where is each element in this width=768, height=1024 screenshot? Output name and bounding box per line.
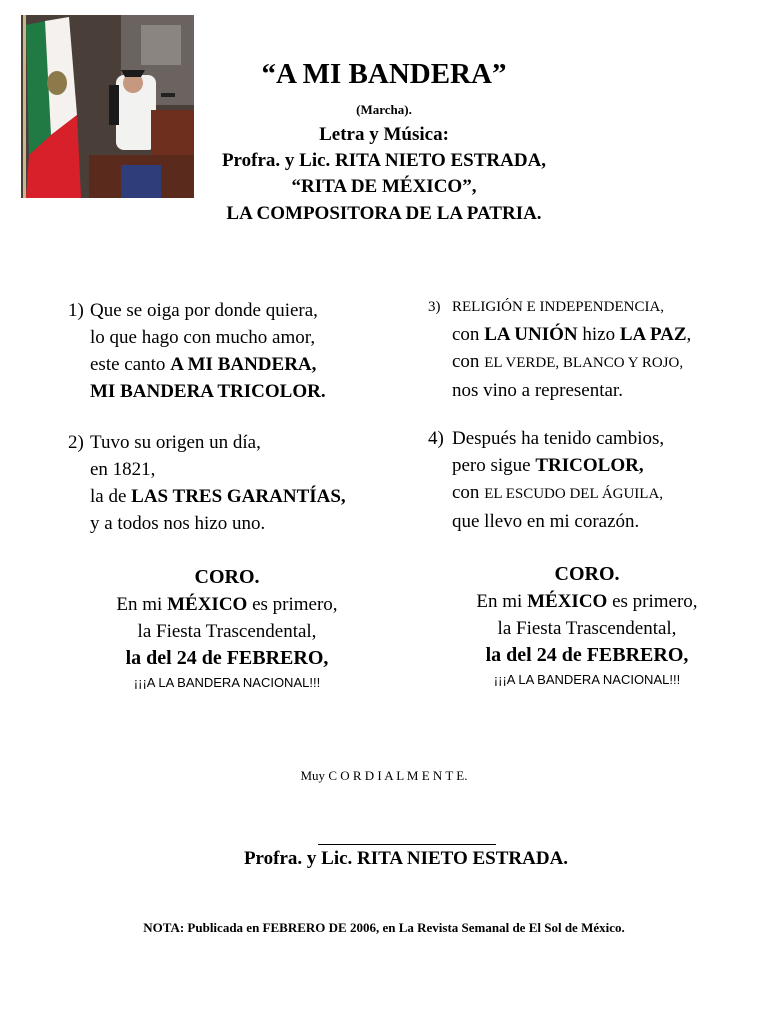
verse-emphasis: EL ESCUDO DEL ÁGUILA,: [484, 486, 664, 502]
verse-emphasis: LAS TRES GARANTÍAS,: [131, 486, 346, 507]
chorus-line: es primero,: [607, 591, 698, 612]
chorus-heading: CORO.: [194, 566, 260, 588]
verse-emphasis: EL VERDE, BLANCO Y ROJO,: [484, 355, 684, 371]
verse-4: [428, 425, 664, 535]
song-subtitle: (Marcha).: [356, 102, 412, 117]
verse-1: [68, 297, 326, 405]
chorus-line: ¡¡¡A LA BANDERA NACIONAL!!!: [133, 675, 321, 690]
verse-number: 3): [428, 299, 441, 315]
verse-emphasis: LA PAZ: [619, 324, 687, 345]
verse-line: ,: [686, 324, 692, 345]
verse-2: [68, 429, 346, 537]
verse-line: MI BANDERA TRICOLOR.: [90, 381, 326, 402]
verse-line: nos vino a representar.: [452, 380, 623, 401]
verse-line: pero sigue: [452, 455, 536, 476]
verse-line: lo que hago con mucho amor,: [90, 327, 316, 348]
verse-line: con: [452, 351, 485, 372]
verse-3: [428, 292, 691, 404]
verse-line: que llevo en mi corazón.: [452, 511, 640, 532]
credit-line-1: Letra y Música:: [319, 124, 449, 145]
song-title: “A MI BANDERA”: [261, 58, 507, 90]
chorus-emphasis: MÉXICO: [167, 594, 248, 615]
chorus-line: la del 24 de FEBRERO,: [485, 644, 689, 666]
credit-line-4: LA COMPOSITORA DE LA PATRIA.: [226, 203, 542, 224]
publication-note: NOTA: Publicada en FEBRERO DE 2006, en La Revista Semanal de El Sol de México.: [143, 920, 625, 935]
closing-line: [150, 768, 618, 784]
chorus-heading: CORO.: [554, 563, 620, 585]
verse-line: este canto: [90, 354, 171, 375]
verse-line: hizo: [577, 324, 620, 345]
verse-number: 2): [68, 432, 84, 453]
verse-line: con: [452, 324, 485, 345]
closing-cordialmente: C O R D I A L M E N T E.: [328, 768, 468, 783]
chorus-line: la del 24 de FEBRERO,: [125, 647, 329, 669]
verse-line: y a todos nos hizo uno.: [90, 513, 266, 534]
verse-number: 1): [68, 300, 84, 321]
verse-line: Que se oiga por donde quiera,: [90, 300, 318, 321]
chorus-line: En mi: [476, 591, 528, 612]
verse-line: RELIGIÓN E INDEPENDENCIA,: [452, 299, 665, 315]
signature-line: [318, 844, 496, 845]
verse-emphasis: LA UNIÓN: [484, 324, 578, 345]
signature-name: Profra. y Lic. RITA NIETO ESTRADA.: [243, 848, 569, 869]
verse-line: Tuvo su origen un día,: [90, 432, 261, 453]
chorus-left: [77, 564, 377, 694]
verse-line: en 1821,: [90, 459, 156, 480]
chorus-emphasis: MÉXICO: [527, 591, 608, 612]
chorus-line: la Fiesta Trascendental,: [137, 621, 317, 642]
verse-emphasis: A MI BANDERA,: [170, 354, 317, 375]
chorus-line: En mi: [116, 594, 168, 615]
chorus-line: la Fiesta Trascendental,: [497, 618, 677, 639]
verse-line: la de: [90, 486, 132, 507]
verse-line: Después ha tenido cambios,: [452, 428, 665, 449]
credit-line-2: Profra. y Lic. RITA NIETO ESTRADA,: [221, 150, 547, 171]
closing-muy: Muy: [300, 768, 326, 783]
chorus-line: ¡¡¡A LA BANDERA NACIONAL!!!: [493, 672, 681, 687]
chorus-right: [437, 561, 737, 691]
chorus-line: es primero,: [247, 594, 338, 615]
credit-line-3: “RITA DE MÉXICO”,: [291, 176, 477, 197]
verse-emphasis: TRICOLOR,: [535, 455, 644, 476]
verse-number: 4): [428, 428, 444, 449]
verse-line: con: [452, 482, 485, 503]
